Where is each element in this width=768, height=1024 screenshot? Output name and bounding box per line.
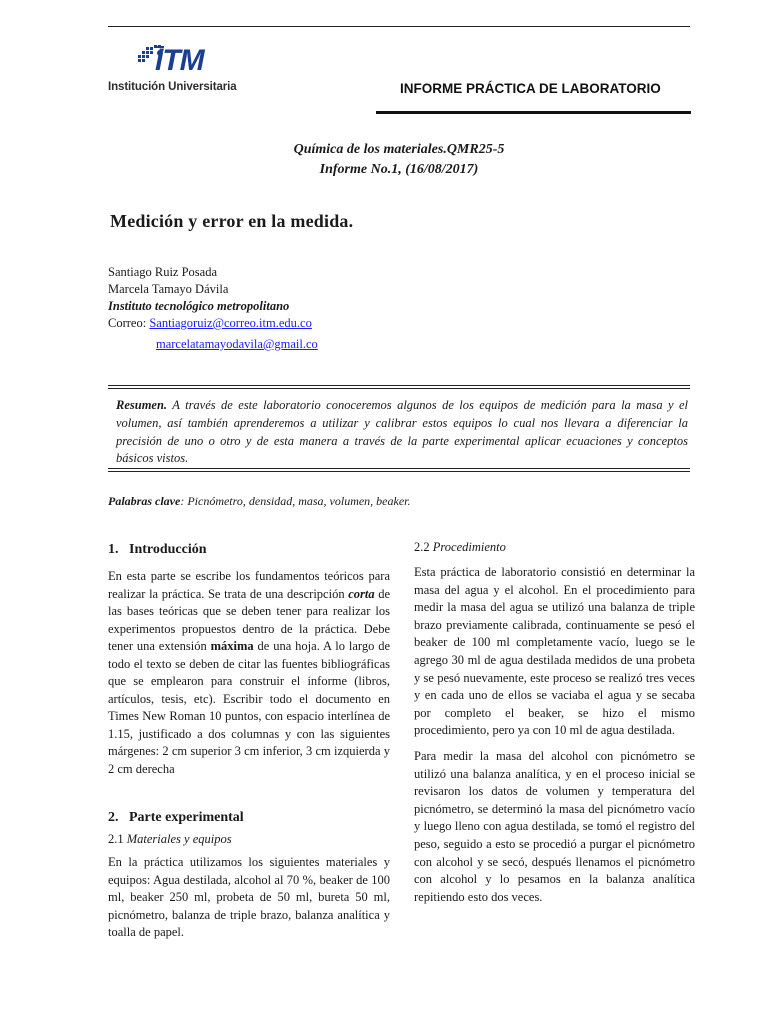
abstract-bottom-rule [108,468,690,469]
intro-text: En esta parte se escribe los fundamentos teóricos para realizar la práctica. Se trata de una descripción [108,569,390,601]
abstract [116,397,688,468]
introduction-paragraph [108,568,390,778]
header-top-rule [108,26,690,27]
intro-emphasis-maxima: máxima [210,639,254,653]
subsection-heading-procedure [414,539,695,556]
subsection-number: 2.2 [414,540,430,554]
institution-name: Instituto tecnológico metropolitano [108,299,290,313]
intro-emphasis-corta: corta [348,586,375,601]
procedure-paragraph: Esta práctica de laboratorio consistió en determinar la masa del agua y el alcohol. En el procedimiento para medir la masa del agua se utilizó una balanza de triple brazo previamente calibrada, continuamente se pesó el beaker de 100 ml completamente vacío, luego se le agrego 30 ml de agua destilada medidos de una probeta y se pesó nuevamente, este proceso se realizó tres veces y en cada uno de ellos se vaciaba el agua y se secaba por completo el beaker, se hizo el mismo procedimiento, pero ya con 10 ml de agua destilada. [414,565,695,738]
authors-block [108,264,312,332]
report-type-title: INFORME PRÁCTICA DE LABORATORIO [400,81,661,96]
email-link[interactable]: Santiagoruiz@correo.itm.edu.co [149,316,312,330]
abstract-top-rule [108,385,690,386]
email-link-secondary[interactable]: marcelatamayodavila@gmail.co [156,337,318,351]
email-line [108,315,312,332]
intro-text: de las bases teóricas que se deben tener para realizar los experimentos propuestos dentro de la práctica. Debe tener una extensión [108,586,390,653]
itm-logo-wordmark: iTM [155,44,204,77]
email-label: Correo: [108,316,147,330]
itm-logo [108,40,248,98]
procedure-paragraph: Para medir la masa del alcohol con picnómetro se utilizó una balanza analítica, y en el proceso inicial se revisaron los datos de volumen y temperatura del picnómetro, se determinó la masa del picnómetro vacío y luego lleno con agua destilada, se tomó el registro del peso, seguido a esto se procedió a purgar el picnómetro con alcohol y se secó, después llenamos el picnómetro con alcohol y lo pesamos en la balanza analítica repitiendo esto dos veces. [414,748,695,904]
keywords-label: Palabras clave [108,494,181,508]
abstract-top-rule-inner [108,388,690,389]
abstract-label: Resumen. [116,398,168,412]
document-title: Medición y error en la medida. [110,211,354,231]
section-heading-experimental: 2. Parte experimental [108,810,244,825]
report-number: Informe No.1, (16/08/2017) [319,162,479,177]
logo-subtitle: Institución Universitaria [108,81,237,93]
author-name: Santiago Ruiz Posada [108,265,218,279]
header-bottom-rule [376,111,691,114]
abstract-text: A través de este laboratorio conoceremos algunos de los equipos de medición para la masa y el volumen, así también aprenderemos a utilizar y calibrar estos equipos lo cual nos llevara a diferenciar la precisión de uno o otro y de esta manera a través de la parte experimental aplicar ecuaciones y conceptos básicos vistos. [116,398,688,466]
subsection-title: Materiales y equipos [126,832,232,846]
subsection-heading-materials [108,831,390,848]
course-info [0,140,768,180]
materials-paragraph: En la práctica utilizamos los siguientes materiales y equipos: Agua destilada, alcohol al 70 %, beaker de 100 ml, beaker 250 ml, probeta de 50 ml, bureta 50 ml, picnómetro, balanza de triple brazo, balanza analítica y toalla de papel. [108,855,390,939]
right-column [414,539,695,906]
intro-text: de una hoja. A lo largo de todo el texto se deben de citar las fuentes bibliográficas que se emplearon para construir el informe (libros, artículos, tesis, etc). Escribir todo el documento en Times New Roman 10 puntos, con espacio interlínea de 1.15, justificado a dos columnas y con las siguientes márgenes: 2 cm superior 3 cm inferior, 3 cm izquierda y 2 cm derecha [108,639,391,776]
left-column [108,541,390,942]
abstract-bottom-rule-inner [108,471,690,472]
keywords-text: : Picnómetro, densidad, masa, volumen, beaker. [180,494,411,508]
section-heading-introduction: 1. Introducción [108,542,207,557]
subsection-number: 2.1 [108,832,124,846]
course-name: Química de los materiales.QMR25-5 [293,142,505,157]
keywords [108,494,411,509]
subsection-title: Procedimiento [432,540,506,554]
author-name: Marcela Tamayo Dávila [108,282,229,296]
